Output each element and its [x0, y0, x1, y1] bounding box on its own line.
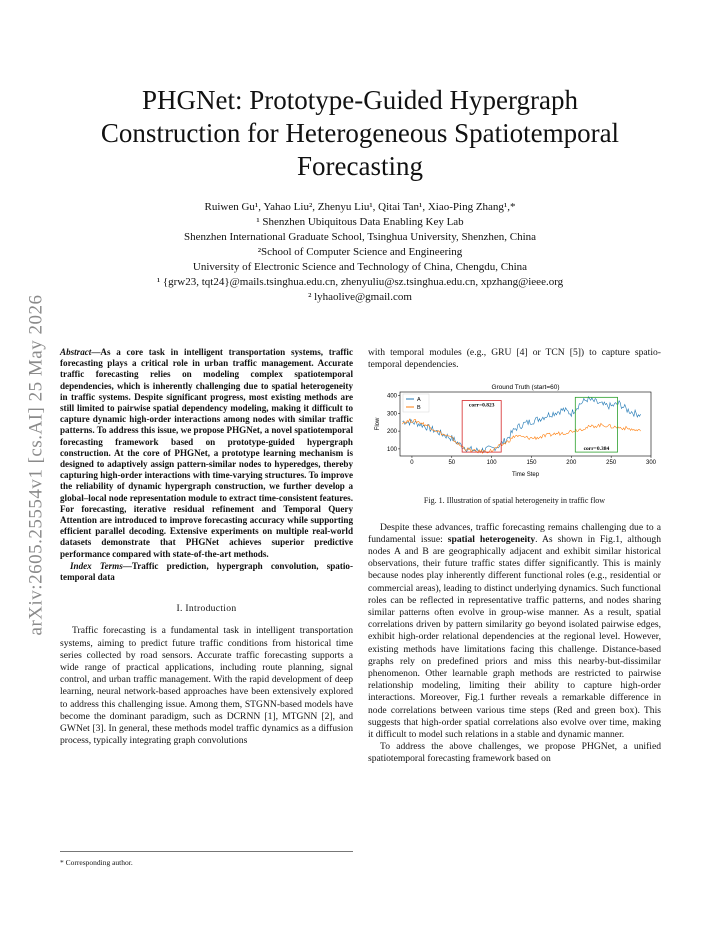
chart-title: Ground Truth (start=60)	[491, 384, 560, 392]
y-tick-label: 200	[386, 429, 397, 436]
y-tick-label: 100	[386, 447, 397, 454]
legend-label-A: A	[417, 397, 421, 404]
series-line-A	[402, 397, 640, 453]
annotation-label: corr=0.823	[468, 402, 495, 409]
section-heading-introduction: I. Introduction	[176, 603, 237, 615]
arxiv-stamp: arXiv:2605.25554v1 [cs.AI] 25 May 2026	[25, 294, 46, 636]
annotation-label: corr=0.384	[583, 446, 610, 453]
y-tick-label: 400	[386, 393, 397, 400]
intro-paragraph: Traffic forecasting is a fundamental task in intelligent transportation systems, aiming to predict future traffic conditions from historical time series collected by road sensors. Accurate traffic forecasting supports a wide range of practical applications, including route planning, signal control, and urban traffic management. With the rapid development of deep learning, neural network-based approaches have been extensively explored to address this challenging issue. Among them, STGNN-based models have become the dominant paradigm, such as DCRNN [1], MTGNN [2], and GWNet [3]. In general, these methods model traffic dynamics as a diffusion process, typically integrating graph convolutions	[60, 625, 353, 747]
chart-ylabel: Flow	[375, 418, 381, 431]
emails-2: ² lyhaolive@gmail.com	[308, 291, 412, 303]
author-block	[60, 200, 660, 305]
chart-xlabel: Time Step	[511, 472, 540, 479]
affiliation-1-school: Shenzhen International Graduate School, Tsinghua University, Shenzhen, China	[183, 231, 537, 243]
plot-frame	[400, 392, 651, 456]
affiliation-2-univ: University of Electronic Science and Technology of China, Chengdu, China	[192, 261, 528, 273]
x-tick-label: 50	[448, 460, 456, 467]
traffic-flow-chart	[368, 381, 661, 481]
y-tick-label: 300	[386, 411, 397, 418]
footnote: * Corresponding author.	[60, 851, 353, 867]
paper-title: PHGNet: Prototype-Guided Hypergraph Construction for Heterogeneous Spatiotemporal Forecasting	[100, 85, 620, 181]
legend-box	[403, 394, 429, 412]
figure-1	[368, 381, 661, 507]
figure-caption: Fig. 1. Illustration of spatial heterogeneity in traffic flow	[423, 496, 606, 506]
right-column	[368, 347, 661, 766]
x-tick-label: 250	[606, 460, 617, 467]
left-column	[60, 347, 353, 748]
index-terms: Index Terms—Traffic prediction, hypergraph convolution, spatio-temporal data	[60, 560, 353, 583]
affiliation-1-lab: ¹ Shenzhen Ubiquitous Data Enabling Key Lab	[256, 216, 464, 228]
emails-1: ¹ {grw23, tqt24}@mails.tsinghua.edu.cn, zhenyuliu@sz.tsinghua.edu.cn, xpzhang@ieee.org	[156, 276, 564, 288]
x-tick-label: 300	[645, 460, 657, 467]
author-names: Ruiwen Gu¹, Yahao Liu², Zhenyu Liu¹, Qitai Tan¹, Xiao-Ping Zhang¹,*	[204, 201, 516, 213]
x-tick-label: 200	[566, 460, 577, 467]
affiliation-2-school: ²School of Computer Science and Engineering	[257, 246, 463, 258]
x-tick-label: 100	[486, 460, 497, 467]
proposal-paragraph: To address the above challenges, we propose PHGNet, a unified spatiotemporal forecasting framework based on	[368, 741, 661, 765]
intro-continuation: with temporal modules (e.g., GRU [4] or TCN [5]) to capture spatio-temporal dependencies.	[368, 347, 661, 371]
x-tick-label: 150	[526, 460, 537, 467]
x-tick-label: 0	[410, 460, 414, 467]
abstract: Abstract—As a core task in intelligent transportation systems, traffic forecasting plays a critical role in urban traffic management. Accurate traffic forecasting relies on modeling complex spatiotemporal dependencies, which is inherently challenging due to spatial heterogeneity in traffic systems. Despite significant progress, most existing methods are still limited to pairwise spatial dependency modeling, making it difficult to capture dynamic high-order interactions among nodes with similar traffic patterns. To address this issue, we propose PHGNet, a novel spatiotemporal forecasting framework based on prototype-guided hypergraph construction. At the core of PHGNet, a prototype learning mechanism is designed to adaptively assign pattern-similar nodes to hyperedges, thereby capturing high-order interactions with time-varying structures. To improve the reliability of dynamic hypergraph construction, we further develop a global–local node representation module to extract time-consistent features. For forecasting, iterative residual refinement and Temporal Query Attention are introduced to improve forecasting accuracy while supporting efficient parallel decoding. Extensive experiments on multiple real-world datasets demonstrate that PHGNet achieves superior predictive performance compared with state-of-the-art methods.	[60, 347, 353, 559]
heterogeneity-paragraph: Despite these advances, traffic forecasting remains challenging due to a fundamental issue: spatial heterogeneity. As shown in Fig.1, although nodes A and B are geographically adjacent and exhibit similar historical observations, their future traffic states differ significantly. This is mainly because nodes play inherently different functional roles (e.g., residential or commercial areas), leading to distinct underlying dynamics. Such functional roles can be reflected in representative traffic patterns, and nodes sharing similar patterns often evolve in group-wise manner. As a result, spatial correlations driven by pattern similarity go beyond isolated pairwise edges, exhibit high-order relational dependencies at the regional level. However, existing methods have limitations facing this challenge. Distance-based graphs rely on predefined priors and miss this nearby-but-dissimilar phenomenon. Other learnable graph methods are restricted to pairwise relationship modeling, limiting their ability to capture high-order interactions. Moreover, Fig.1 further reveals a remarkable difference in node correlations between various time steps (Red and green box). This suggests that high-order spatial correlations also evolve over time, making it difficult to model such relations in a stable and dynamic manner.	[368, 521, 661, 741]
legend-label-B: B	[417, 405, 421, 412]
